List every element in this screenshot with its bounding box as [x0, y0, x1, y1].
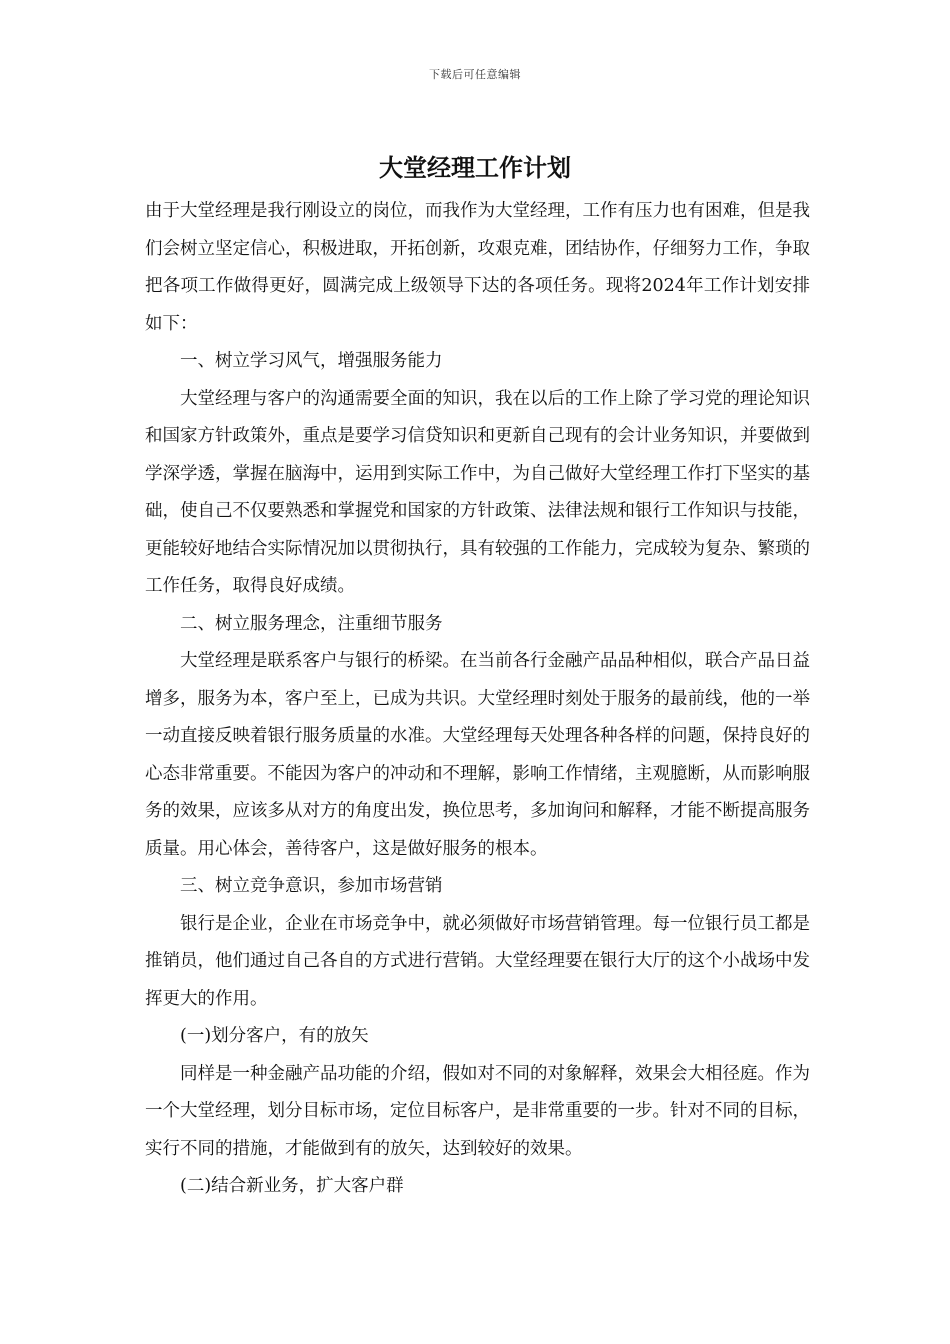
section-body-3: 银行是企业，企业在市场竞争中，就必须做好市场营销管理。每一位银行员工都是推销员，他们通过自己各自的方式进行营销。大堂经理要在银行大厅的这个小战场中发挥更大的作用。 [145, 913, 810, 1009]
section-heading-3: 三、树立竞争意识，参加市场营销 [180, 876, 443, 896]
section-heading-2: 二、树立服务理念，注重细节服务 [180, 613, 443, 634]
subsection-heading-2: (二)结合新业务，扩大客户群 [180, 1176, 404, 1196]
section-body-2: 大堂经理是联系客户与银行的桥梁。在当前各行金融产品品种相似，联合产品日益增多，服务为本，客户至上，已成为共识。大堂经理时刻处于服务的最前线，他的一举一动直接反映着银行服务质量的水准。大堂经理每天处理各种各样的问题，保持良好的心态非常重要。不能因为客户的冲动和不理解，影响工作情绪，主观臆断，从而影响服务的效果，应该多从对方的角度出发，换位思考，多加询问和解释，才能不断提高服务质量。用心体会，善待客户，这是做好服务的根本。 [145, 651, 810, 859]
section-body-1: 大堂经理与客户的沟通需要全面的知识，我在以后的工作上除了学习党的理论知识和国家方针政策外，重点是要学习信贷知识和更新自己现有的会计业务知识，并要做到学深学透，掌握在脑海中，运用到实际工作中，为自己做好大堂经理工作打下坚实的基础，使自己不仅要熟悉和掌握党和国家的方针政策、法律法规和银行工作知识与技能，更能较好地结合实际情况加以贯彻执行，具有较强的工作能力，完成较为复杂、繁琐的工作任务，取得良好成绩。 [145, 388, 810, 596]
intro-paragraph: 由于大堂经理是我行刚设立的岗位，而我作为大堂经理，工作有压力也有困难，但是我们会树立坚定信心，积极进取，开拓创新，攻艰克难，团结协作，仔细努力工作，争取把各项工作做得更好，圆满完成上级领导下达的各项任务。现将2024年工作计划安排如下： [145, 201, 810, 334]
section-heading-1: 一、树立学习风气，增强服务能力 [180, 351, 443, 371]
document-title: 大堂经理工作计划 [379, 153, 571, 182]
document-body [145, 193, 810, 1206]
subsection-body-1: 同样是一种金融产品功能的介绍，假如对不同的对象解释，效果会大相径庭。作为一个大堂经理，划分目标市场，定位目标客户，是非常重要的一步。针对不同的目标，实行不同的措施，才能做到有的放矢，达到较好的效果。 [145, 1063, 810, 1159]
subsection-heading-1: (一)划分客户，有的放矢 [180, 1026, 369, 1046]
header-note: 下载后可任意编辑 [429, 68, 521, 81]
